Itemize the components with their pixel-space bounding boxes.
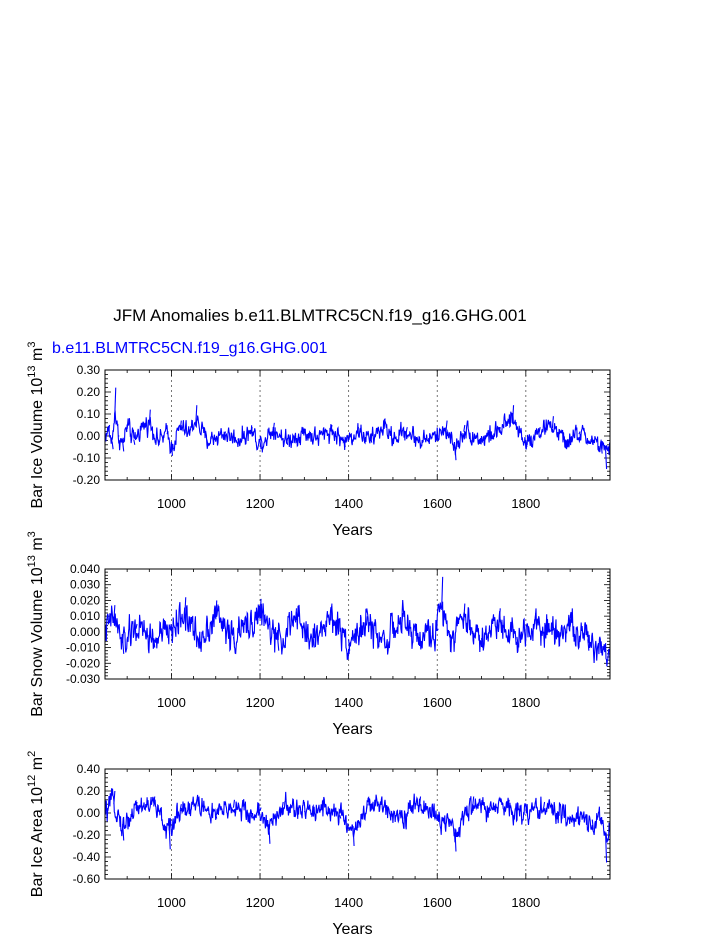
x-tick-label: 1600 <box>422 695 452 710</box>
series-spike <box>366 616 367 625</box>
y-tick-label: -0.020 <box>65 656 100 671</box>
y-axis-label-exp: 13 <box>26 555 38 568</box>
panels-group <box>26 342 611 935</box>
y-tick-label: -0.030 <box>65 672 100 686</box>
y-axis-label <box>26 751 46 897</box>
y-tick-label: 0.30 <box>76 363 100 377</box>
y-axis-label-unit: m <box>29 537 46 556</box>
x-axis-label: Years <box>332 921 373 935</box>
series-spike <box>539 427 540 432</box>
y-axis-label-unit: m <box>29 756 46 775</box>
series-line <box>105 600 610 667</box>
series-spike <box>260 441 261 449</box>
series-spike <box>273 423 274 431</box>
y-tick-label: -0.010 <box>65 640 100 655</box>
series-spike <box>169 828 170 850</box>
x-tick-label: 1400 <box>334 695 364 710</box>
series-spike <box>154 797 155 807</box>
y-tick-label: 0.10 <box>76 407 100 421</box>
series-spike <box>473 797 474 807</box>
series-spike <box>123 641 124 654</box>
series-spikes <box>105 388 611 469</box>
x-tick-label: 1800 <box>511 895 541 910</box>
series-spike <box>601 641 602 655</box>
series-spike <box>127 418 128 429</box>
x-axis-label: Years <box>332 721 373 738</box>
y-axis-label-main: Bar Ice Volume 10 <box>29 377 46 509</box>
y-tick-label: -0.10 <box>72 451 100 465</box>
x-tick-label: 1800 <box>511 496 541 511</box>
series-spike <box>384 800 385 808</box>
x-tick-label: 1000 <box>156 895 186 910</box>
y-axis-label-exp: 12 <box>26 774 38 787</box>
y-axis-label-main: Bar Ice Area 10 <box>29 786 46 898</box>
series-spike <box>535 613 536 624</box>
series-spike <box>606 449 607 469</box>
series-spike <box>233 800 234 808</box>
y-axis-label-unit-exp: 3 <box>26 531 38 538</box>
x-tick-label: 1400 <box>334 895 364 910</box>
x-tick-label: 1000 <box>156 695 186 710</box>
x-tick-label: 1200 <box>245 695 275 710</box>
x-tick-label: 1400 <box>334 496 364 511</box>
series-spike <box>112 441 113 449</box>
series-spike <box>490 808 491 811</box>
series-spike <box>464 425 465 432</box>
y-axis-label-unit-exp: 2 <box>26 750 38 757</box>
y-tick-label: 0.00 <box>76 429 100 443</box>
y-tick-label: 0.20 <box>76 784 100 798</box>
series-spike <box>406 427 407 432</box>
y-axis-label <box>26 342 46 509</box>
series-spike <box>313 638 314 647</box>
x-tick-label: 1000 <box>156 496 186 511</box>
series-line <box>105 412 610 456</box>
y-axis-label-unit: m <box>29 347 46 366</box>
y-tick-label: 0.000 <box>69 624 100 639</box>
y-axis-label-exp: 13 <box>26 365 38 378</box>
panel-3 <box>26 751 611 935</box>
y-tick-label: -0.20 <box>72 828 100 842</box>
y-tick-label: -0.40 <box>72 850 100 864</box>
series-spike <box>260 808 261 811</box>
y-axis-label <box>26 531 46 717</box>
y-tick-label: -0.60 <box>72 872 100 886</box>
series-spike <box>278 639 279 650</box>
y-tick-label: 0.020 <box>69 593 100 608</box>
y-tick-label: 0.030 <box>69 577 100 592</box>
series-spike <box>552 416 553 428</box>
series-spike <box>134 440 135 445</box>
series-spike <box>353 826 354 846</box>
y-tick-label: 0.40 <box>76 762 100 776</box>
y-tick-label: 0.00 <box>76 806 100 820</box>
x-axis-label: Years <box>332 522 373 539</box>
y-axis-label-main: Bar Snow Volume 10 <box>29 567 46 717</box>
series-spike <box>464 604 465 621</box>
y-tick-label: 0.20 <box>76 385 100 399</box>
series-spike <box>544 802 545 809</box>
x-tick-label: 1200 <box>245 496 275 511</box>
series-line <box>105 788 610 842</box>
series-spike <box>114 791 115 804</box>
x-tick-label: 1200 <box>245 895 275 910</box>
x-tick-label: 1800 <box>511 695 541 710</box>
series-spike <box>295 608 296 622</box>
series-spike <box>340 815 341 818</box>
x-tick-label: 1600 <box>422 895 452 910</box>
figure-subtitle: b.e11.BLMTRC5CN.f19_g16.GHG.001 <box>52 340 328 357</box>
series-spike <box>331 604 332 621</box>
y-tick-label: 0.010 <box>69 609 100 624</box>
series-spike <box>123 442 124 451</box>
panel-1 <box>26 342 611 539</box>
y-axis-label-unit-exp: 3 <box>26 341 38 348</box>
y-tick-label: 0.040 <box>69 562 100 576</box>
series-spike <box>136 624 137 629</box>
x-tick-label: 1600 <box>422 496 452 511</box>
series-spike <box>446 421 447 430</box>
y-tick-label: -0.20 <box>72 473 100 487</box>
figure-title: JFM Anomalies b.e11.BLMTRC5CN.f19_g16.GHG.001 <box>113 306 527 325</box>
panel-2 <box>26 531 611 738</box>
